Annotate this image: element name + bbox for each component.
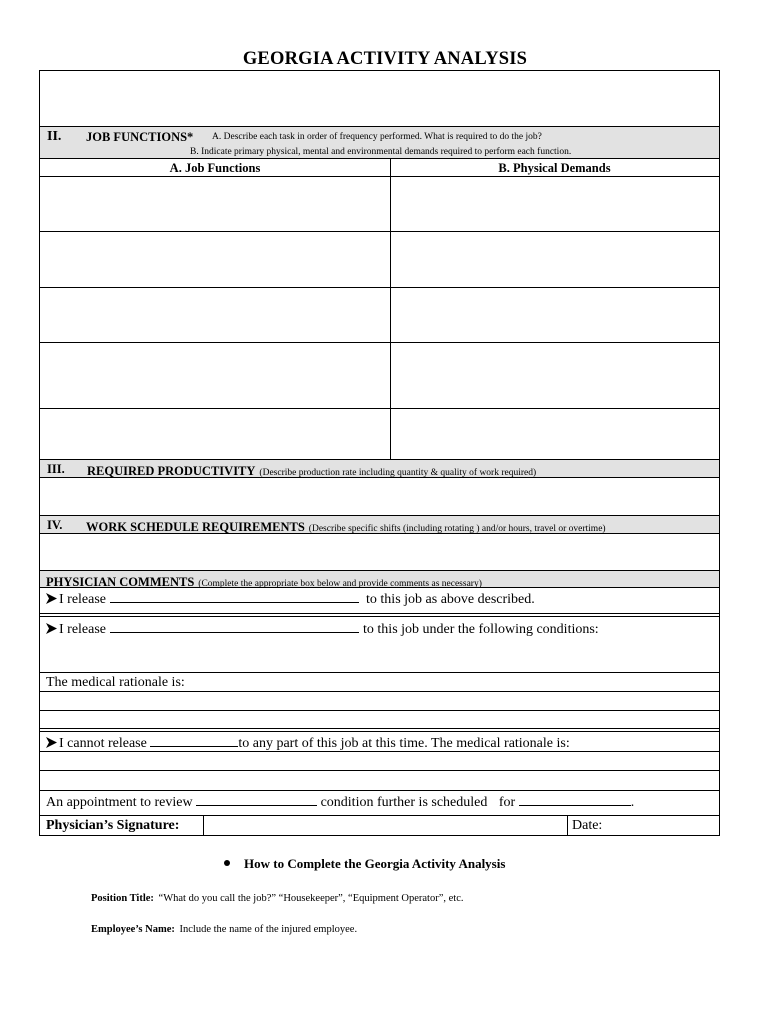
productivity-field[interactable] bbox=[42, 479, 718, 513]
release-text: to this job as above described. bbox=[366, 592, 535, 607]
date-field[interactable] bbox=[610, 817, 718, 834]
physical-demand-field[interactable] bbox=[393, 345, 718, 406]
section-note: (Describe production rate including quantity & quality of work required) bbox=[259, 468, 537, 478]
column-divider bbox=[390, 159, 391, 459]
arrow-bullet-icon bbox=[46, 623, 57, 634]
rationale-label: The medical rationale is: bbox=[46, 675, 185, 690]
employee-name-blank[interactable] bbox=[110, 620, 359, 633]
position-title-label: Position Title: bbox=[91, 893, 154, 904]
employee-name-row bbox=[91, 924, 357, 935]
rationale-field[interactable] bbox=[42, 693, 718, 708]
rationale-field[interactable] bbox=[42, 753, 718, 768]
instruction-b: B. Indicate primary physical, mental and environmental demands required to perform each function. bbox=[190, 147, 572, 157]
double-divider bbox=[39, 613, 720, 617]
section-number: II. bbox=[47, 129, 62, 144]
appointment-for-label: for bbox=[498, 795, 516, 810]
physical-demand-field[interactable] bbox=[393, 290, 718, 340]
rationale-field[interactable] bbox=[42, 772, 718, 788]
double-divider bbox=[39, 728, 720, 732]
appointment-text: condition further is scheduled bbox=[320, 795, 488, 810]
column-header-physical-demands: B. Physical Demands bbox=[498, 161, 611, 175]
job-function-field[interactable] bbox=[42, 411, 388, 457]
row-divider bbox=[39, 287, 720, 288]
column-divider bbox=[567, 815, 568, 835]
appointment-period: . bbox=[630, 795, 635, 810]
section-heading: JOB FUNCTIONS* bbox=[86, 130, 194, 144]
arrow-bullet-icon bbox=[46, 737, 57, 748]
divider bbox=[39, 126, 720, 127]
employee-name-blank[interactable] bbox=[150, 734, 238, 747]
divider bbox=[39, 691, 720, 692]
release-text: to this job under the following conditions: bbox=[363, 622, 599, 637]
schedule-field[interactable] bbox=[42, 535, 718, 569]
section-heading: REQUIRED PRODUCTIVITY bbox=[87, 464, 256, 478]
divider bbox=[39, 459, 720, 460]
job-function-field[interactable] bbox=[42, 345, 388, 406]
divider bbox=[39, 710, 720, 711]
divider bbox=[39, 515, 720, 516]
divider bbox=[39, 672, 720, 673]
employee-name-text: Include the name of the injured employee. bbox=[179, 924, 358, 935]
signature-field[interactable] bbox=[205, 817, 565, 834]
conditional-release-row bbox=[46, 620, 599, 638]
section-heading-row bbox=[87, 462, 536, 480]
arrow-bullet-icon bbox=[46, 593, 57, 604]
divider bbox=[39, 570, 720, 571]
rationale-field[interactable] bbox=[42, 712, 718, 727]
divider bbox=[39, 158, 720, 159]
release-row bbox=[46, 590, 535, 608]
section-number: IV. bbox=[47, 518, 63, 532]
column-divider bbox=[203, 815, 204, 835]
physician-heading: PHYSICIAN COMMENTS bbox=[46, 575, 195, 589]
page-title: GEORGIA ACTIVITY ANALYSIS bbox=[242, 49, 528, 69]
physical-demand-field[interactable] bbox=[393, 179, 718, 229]
instruction-a: A. Describe each task in order of frequency performed. What is required to do the job? bbox=[212, 132, 542, 142]
section-note: (Describe specific shifts (including rotating ) and/or hours, travel or overtime) bbox=[308, 524, 606, 534]
section-heading-row bbox=[86, 518, 606, 536]
employee-name-label: Employee’s Name: bbox=[91, 924, 175, 935]
appointment-condition-blank[interactable] bbox=[196, 793, 317, 806]
physical-demand-field[interactable] bbox=[393, 411, 718, 457]
signature-label: Physician’s Signature: bbox=[46, 818, 180, 833]
position-title-text: “What do you call the job?” “Housekeeper”, “Equipment Operator”, etc. bbox=[158, 893, 464, 904]
physician-note: (Complete the appropriate box below and provide comments as necessary) bbox=[198, 579, 482, 589]
cannot-release-row bbox=[46, 734, 570, 752]
section-number: III. bbox=[47, 462, 65, 476]
divider bbox=[39, 176, 720, 177]
divider bbox=[39, 751, 720, 752]
howto-heading-row bbox=[224, 856, 505, 872]
job-function-field[interactable] bbox=[42, 234, 388, 285]
appointment-label: An appointment to review bbox=[46, 795, 193, 810]
divider bbox=[39, 587, 720, 588]
physician-heading-row bbox=[46, 573, 482, 591]
release-label: I release bbox=[59, 592, 107, 607]
row-divider bbox=[39, 342, 720, 343]
appointment-row bbox=[46, 793, 634, 811]
release-label: I release bbox=[59, 622, 107, 637]
divider bbox=[39, 790, 720, 791]
row-divider bbox=[39, 231, 720, 232]
divider bbox=[39, 770, 720, 771]
physical-demand-field[interactable] bbox=[393, 234, 718, 285]
date-label: Date: bbox=[572, 818, 603, 833]
position-title-row bbox=[91, 893, 464, 904]
column-header-job-functions: A. Job Functions bbox=[169, 161, 261, 175]
job-function-field[interactable] bbox=[42, 290, 388, 340]
row-divider bbox=[39, 408, 720, 409]
cannot-release-label: I cannot release bbox=[59, 736, 147, 751]
divider bbox=[39, 815, 720, 816]
job-function-field[interactable] bbox=[42, 179, 388, 229]
cannot-release-text: to any part of this job at this time. The medical rationale is: bbox=[238, 736, 570, 751]
employee-name-blank[interactable] bbox=[110, 590, 359, 603]
howto-heading: How to Complete the Georgia Activity Analysis bbox=[244, 856, 506, 871]
bullet-icon bbox=[224, 860, 230, 866]
conditions-field[interactable] bbox=[42, 640, 718, 670]
section-heading: WORK SCHEDULE REQUIREMENTS bbox=[86, 520, 305, 534]
appointment-date-blank[interactable] bbox=[519, 793, 631, 806]
